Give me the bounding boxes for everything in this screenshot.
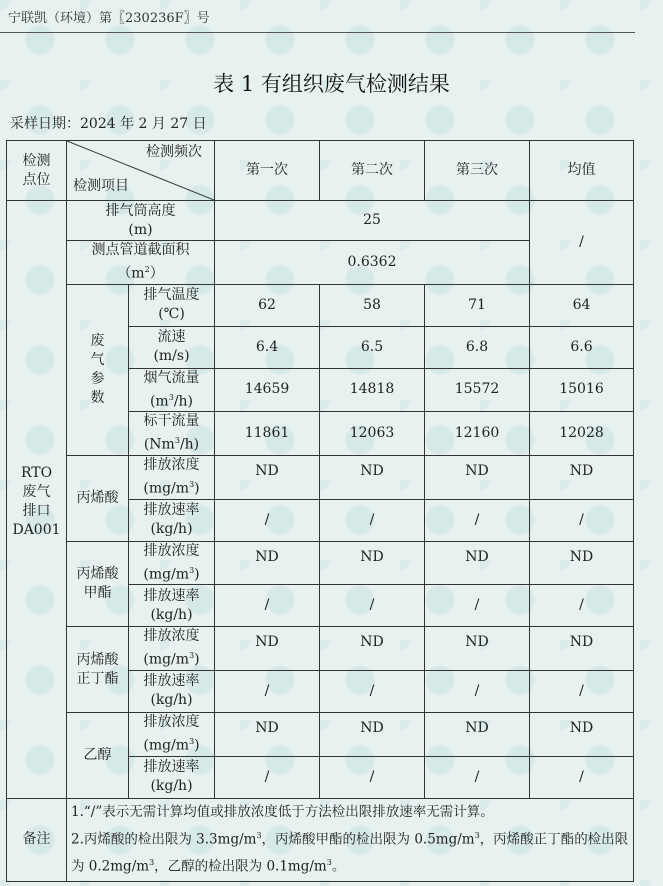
temperature-label: 排气温度 (℃) <box>129 284 215 326</box>
table-cell: / <box>320 756 425 798</box>
table-cell: 58 <box>320 284 425 326</box>
stack-height-label: 排气筒高度 (m) <box>67 201 215 241</box>
table-cell: 6.8 <box>425 326 530 368</box>
table-cell: 15572 <box>425 368 530 412</box>
table-cell: ND <box>215 455 320 499</box>
table-cell: / <box>425 585 530 627</box>
table-cell: / <box>320 499 425 541</box>
table-cell: 12160 <box>425 412 530 456</box>
table-cell: ND <box>215 541 320 585</box>
table-cell: 6.6 <box>530 326 634 368</box>
table-cell: ND <box>425 541 530 585</box>
table-cell: / <box>425 756 530 798</box>
pollutant-ethanol: 乙醇 <box>67 712 129 798</box>
table-cell: / <box>530 499 634 541</box>
sampling-date: 采样日期：2024 年 2 月 27 日 <box>10 116 207 132</box>
dry-standard-flow-label: 标干流量 (Nm$^3$/h) <box>129 412 215 456</box>
table-cell: ND <box>215 627 320 671</box>
exhaust-params-group: 废 气 参 数 <box>67 284 129 455</box>
table-cell: ND <box>320 712 425 756</box>
conc-label: 排放浓度 $(mg/m^3)$ <box>129 455 215 499</box>
table-cell: ND <box>530 455 634 499</box>
duct-area-label: 测点管道截面积 $(m^2)$ <box>67 241 215 285</box>
table-cell: / <box>530 756 634 798</box>
stack-height-value: 25 <box>215 201 530 241</box>
header-diagonal-cell <box>67 141 215 201</box>
table-cell: 14659 <box>215 368 320 412</box>
table-cell: / <box>425 670 530 712</box>
rate-label: 排放速率 (kg/h) <box>129 499 215 541</box>
table-cell: ND <box>425 712 530 756</box>
table-cell: 11861 <box>215 412 320 456</box>
table-cell: ND <box>215 712 320 756</box>
table-cell: ND <box>320 627 425 671</box>
rate-label: 排放速率 (kg/h) <box>129 585 215 627</box>
conc-label: 排放浓度 $(mg/m^3)$ <box>129 712 215 756</box>
header-col-2: 第二次 <box>320 141 425 201</box>
table-cell: / <box>530 585 634 627</box>
table-cell: / <box>425 499 530 541</box>
table-cell: / <box>215 756 320 798</box>
table-cell: ND <box>425 455 530 499</box>
table-cell: ND <box>320 455 425 499</box>
table-cell: ND <box>530 712 634 756</box>
header-col-3: 第三次 <box>425 141 530 201</box>
table-cell: 15016 <box>530 368 634 412</box>
report-reference-number: 宁联凯（环境）第〖230236F〗号 <box>8 11 210 26</box>
rate-label: 排放速率 (kg/h) <box>129 670 215 712</box>
header-frequency-label: 检测频次 <box>146 144 202 160</box>
header-col-1: 第一次 <box>215 141 320 201</box>
table-cell: 12063 <box>320 412 425 456</box>
table-cell: ND <box>425 627 530 671</box>
table-cell: 64 <box>530 284 634 326</box>
table-cell: / <box>530 670 634 712</box>
pollutant-acrylic-acid: 丙烯酸 <box>67 455 129 541</box>
header-item-label: 检测项目 <box>73 178 129 194</box>
conc-label: 排放浓度 $(mg/m^3)$ <box>129 541 215 585</box>
note-2: 2.丙烯酸的检出限为 $3.3mg/m^3$，丙烯酸甲酯的检出限为 $0.5mg/m^3$，丙烯酸正丁酯的检出限为 $0.2mg/m^3$，乙醇的检出限为 $0.1mg/m^3$。 <box>71 830 629 875</box>
conc-label: 排放浓度 $(mg/m^3)$ <box>129 627 215 671</box>
table-cell: / <box>215 499 320 541</box>
table-cell: 6.5 <box>320 326 425 368</box>
flue-gas-flow-label: 烟气流量 $(m^3/h)$ <box>129 368 215 412</box>
header-location: 检测 点位 <box>7 141 67 201</box>
duct-area-value: 0.6362 <box>215 241 530 285</box>
table-cell: ND <box>530 541 634 585</box>
table-cell: / <box>215 585 320 627</box>
table-title: 表 1 有组织废气检测结果 <box>213 72 450 96</box>
location-cell: RTO 废气 排口 DA001 <box>7 201 67 799</box>
table-cell: 12028 <box>530 412 634 456</box>
note-1: 1.“/”表示无需计算均值或排放浓度低于方法检出限排放速率无需计算。 <box>71 803 494 820</box>
table-cell: ND <box>530 627 634 671</box>
exhaust-gas-results-table <box>6 140 634 882</box>
table-cell: 62 <box>215 284 320 326</box>
pollutant-butyl-acrylate: 丙烯酸 正丁酯 <box>67 627 129 713</box>
header-col-avg: 均值 <box>530 141 634 201</box>
table-cell: / <box>215 670 320 712</box>
header-divider <box>0 32 635 33</box>
notes-content <box>67 798 634 881</box>
flow-velocity-label: 流速 (m/s) <box>129 326 215 368</box>
avg-slash-cell: / <box>530 201 634 285</box>
table-cell: 14818 <box>320 368 425 412</box>
notes-label: 备注 <box>7 798 67 881</box>
rate-label: 排放速率 (kg/h) <box>129 756 215 798</box>
table-cell: / <box>320 670 425 712</box>
table-cell: / <box>320 585 425 627</box>
pollutant-methyl-acrylate: 丙烯酸 甲酯 <box>67 541 129 627</box>
table-cell: ND <box>320 541 425 585</box>
table-cell: 6.4 <box>215 326 320 368</box>
table-cell: 71 <box>425 284 530 326</box>
